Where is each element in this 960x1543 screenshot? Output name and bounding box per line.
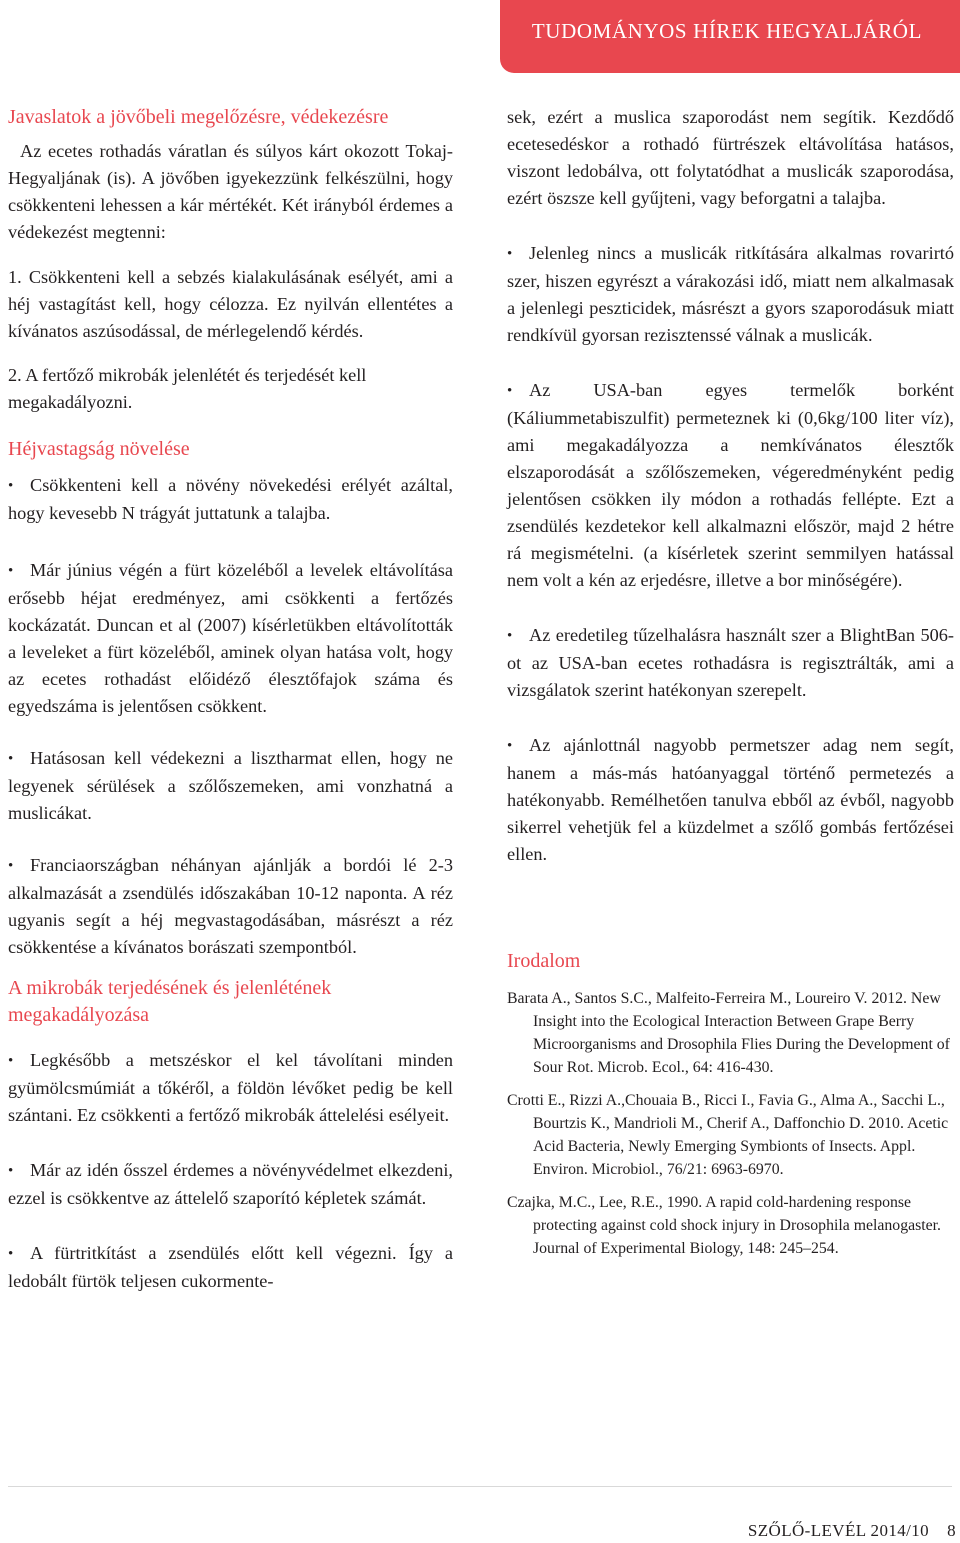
bullet-icon [507,735,529,755]
references-heading: Irodalom [507,950,581,972]
bullet-text: Franciaországban néhányan ajánlják a bordói lé 2-3 alkalmazását a zsendülés időszakában 10-12 naponta. A réz ugyanis segít a héj megvastagodásában, másrészt a réz csökkentése a kívánatos borászati szempontból. [8,855,453,957]
bullet-text: Az ajánlottnál nagyobb permetszer adag nem segít, hanem a más-más hatóanyaggal történő permetezés a hatékonyabb. Remélhetően tanulva ebből az évből, nagyobb sikerrel vehetjük fel a küzdelmet a szőlő gombás fertőzései ellen. [507,735,954,864]
bullet-item [8,745,453,827]
section-heading-prevention: Javaslatok a jövőbeli megelőzésre, védekezésre [8,106,389,128]
bullet-text: Az USA-ban egyes termelők borként (Káliummetabiszulfit) permeteznek ki (0,6kg/100 liter víz), ami megakadályozza a nemkívánatos élesztők elszaporodását a szőlőszemeken, végeredményként pedig jelentősen csökken ily módon a rothadás fellépte. Ezt a zsendülés kezdetekor kell alkalmazni először, majd 2 hétre rá megismételni. (a kísérletek szerint semmilyen hatással nem volt a kén az erjedésre, illetve a bor minőségére). [507,380,954,590]
publication-label: SZŐLŐ-LEVÉL 2014/10 [747,1521,930,1540]
intro-paragraph: Az ecetes rothadás váratlan és súlyos kárt okozott Tokaj-Hegyaljának (is). A jövőben igyekezzünk felkészülni, hogy csökkenteni lehessen a kár mértékét. Két irányból érdemes a védekezést megtenni: [8,141,453,242]
banner-title: TUDOMÁNYOS HÍREK HEGYALJÁRÓL [531,19,922,43]
numbered-item-2: 2. A fertőző mikrobák jelenlétét és terjedését kell megakadályozni. [8,365,367,412]
bullet-icon [507,625,529,645]
reference-item: Barata A., Santos S.C., Malfeito-Ferreira M., Loureiro V. 2012. New Insight into the Ecological Interaction Between Grape Berry Microorganisms and Drosophila Flies During the Development of Sour Rot. Microb. Ecol., 64: 416-430. [507,990,950,1076]
bullet-text: Már az idén ősszel érdemes a növényvédelmet elkezdeni, ezzel is csökkentve az áttelelő szaporító képletek számát. [8,1160,453,1208]
bullet-icon [8,748,30,768]
bullet-text: Az eredetileg tűzelhalásra használt szer a BlightBan 506-ot az USA-ban ecetes rothadásra is regisztrálták, ami a vizsgálatok szerint hatékonyan szerepelt. [507,625,954,700]
section-heading-skin-thickening: Héjvastagság növelése [8,438,190,460]
bullet-icon [8,1160,30,1180]
bullet-item [8,1240,453,1295]
bullet-text: Már június végén a fürt közeléből a levelek eltávolítása erősebb héjat eredményez, ami csökkenti a fertőzés kockázatát. Duncan et al (2007) kísérletükben eltávolították a leveleket a fürt közeléből, aminek olyan hatása volt, hogy az ecetes rothadást előidéző élesztőfajok száma és egyedszáma is jelentősen csökkent. [8,560,453,716]
bullet-item [507,240,954,349]
bullet-icon [507,380,529,400]
reference-item: Czajka, M.C., Lee, R.E., 1990. A rapid cold-hardening response protecting against cold shock injury in Drosophila melanogaster. Journal of Experimental Biology, 148: 245–254. [507,1194,941,1257]
bullet-text: Legkésőbb a metszéskor el kel távolítani minden gyümölcsmúmiát a tőkéről, a földön lévőket pedig be kell szántani. Ez csökkenti a fertőző mikrobák áttelelési esélyeit. [8,1050,453,1125]
bullet-icon [8,560,30,580]
bullet-text: Jelenleg nincs a muslicák ritkítására alkalmas rovarirtó szer, hiszen egyrészt a várakozási idő, miatt nem alkalmasak a jelenlegi peszticidek, másrészt a gyors szaporodásuk miatt rendkívül gyorsan rezisztenssé válnak a muslicák. [507,243,954,345]
bullet-item [507,622,954,704]
footer-divider [8,1486,952,1487]
bullet-item [8,557,453,720]
bullet-icon [8,475,30,495]
bullet-icon [8,1243,30,1263]
bullet-icon [8,1050,30,1070]
bullet-icon [507,243,529,263]
bullet-item [8,852,453,961]
page-number: 8 [947,1521,956,1540]
section-heading-microbes: A mikrobák terjedésének és jelenlétének megakadályozása [8,977,332,1026]
numbered-item-1: 1. Csökkenteni kell a sebzés kialakulásának esélyét, ami a héj vastagítást kell, hogy célozza. Ez nyilván ellentétes a kívánatos aszúsodással, de mérlegelendő kérdés. [8,267,453,341]
bullet-text: Hatásosan kell védekezni a lisztharmat ellen, hogy ne legyenek sérülések a szőlőszemeken, ami vonzhatná a muslicákat. [8,748,453,823]
bullet-item [507,732,954,868]
header-banner [500,0,960,73]
bullet-item [8,1157,453,1212]
reference-item: Crotti E., Rizzi A.,Chouaia B., Ricci I., Favia G., Alma A., Sacchi L., Bourtzis K., Mandrioli M., Cherif A., Daffonchio D. 2010. Acetic Acid Bacteria, Newly Emerging Symbionts of Insects. Appl. Environ. Microbiol., 76/21: 6963-6970. [507,1092,949,1178]
continued-paragraph: sek, ezért a muslica szaporodást nem segítik. Kezdődő ecetesedéskor a rothadó fürtrészek eltávolítása hatásos, viszont ledobálva, ott folytatódhat a muslicák szaporodása, ezért öszsze kell gyűjteni, vagy beforgatni a talajba. [507,107,954,208]
right-column [507,104,954,1260]
left-column [8,104,453,1295]
bullet-text: Csökkenteni kell a növény növekedési erélyét azáltal, hogy kevesebb N trágyát juttatunk a talajba. [8,475,453,523]
bullet-item [507,377,954,594]
bullet-text: A fürtritkítást a zsendülés előtt kell végezni. Így a ledobált fürtök teljesen cukormente- [8,1243,453,1291]
bullet-item [8,472,453,527]
page-footer [748,1521,956,1541]
bullet-item [8,1047,453,1129]
bullet-icon [8,855,30,875]
